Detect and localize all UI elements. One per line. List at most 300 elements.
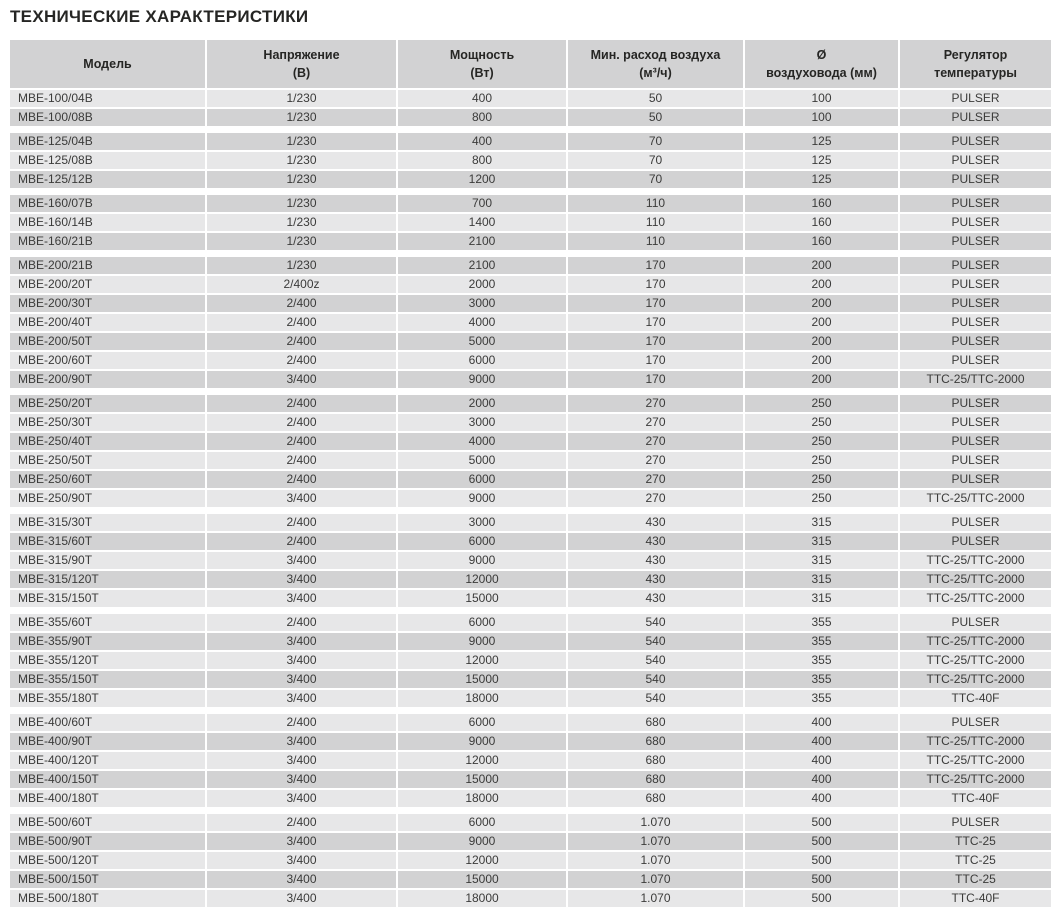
airflow-cell: 170 bbox=[568, 352, 743, 369]
airflow-cell: 50 bbox=[568, 109, 743, 126]
model-cell: MBE-200/20T bbox=[10, 276, 205, 293]
voltage-cell: 2/400 bbox=[207, 471, 396, 488]
table-row bbox=[10, 395, 1051, 412]
power-cell: 2000 bbox=[398, 395, 566, 412]
diameter-cell: 200 bbox=[745, 314, 898, 331]
model-cell: MBE-200/60T bbox=[10, 352, 205, 369]
regulator-cell: TTC-25/TTC-2000 bbox=[900, 552, 1051, 569]
table-row bbox=[10, 109, 1051, 126]
voltage-cell: 3/400 bbox=[207, 671, 396, 688]
power-cell: 6000 bbox=[398, 814, 566, 831]
table-row bbox=[10, 414, 1051, 431]
power-cell: 6000 bbox=[398, 614, 566, 631]
voltage-cell: 2/400 bbox=[207, 395, 396, 412]
voltage-cell: 1/230 bbox=[207, 257, 396, 274]
regulator-cell: PULSER bbox=[900, 90, 1051, 107]
power-cell: 3000 bbox=[398, 514, 566, 531]
diameter-cell: 500 bbox=[745, 871, 898, 888]
model-cell: MBE-315/150T bbox=[10, 590, 205, 607]
airflow-cell: 70 bbox=[568, 152, 743, 169]
diameter-cell: 400 bbox=[745, 771, 898, 788]
airflow-cell: 430 bbox=[568, 590, 743, 607]
table-row bbox=[10, 614, 1051, 631]
voltage-cell: 1/230 bbox=[207, 233, 396, 250]
column-header-line1: Регулятор bbox=[943, 48, 1008, 62]
diameter-cell: 200 bbox=[745, 257, 898, 274]
voltage-cell: 2/400 bbox=[207, 514, 396, 531]
diameter-cell: 250 bbox=[745, 471, 898, 488]
diameter-cell: 250 bbox=[745, 414, 898, 431]
voltage-cell: 1/230 bbox=[207, 152, 396, 169]
table-row bbox=[10, 90, 1051, 107]
regulator-cell: PULSER bbox=[900, 395, 1051, 412]
voltage-cell: 3/400 bbox=[207, 733, 396, 750]
voltage-cell: 3/400 bbox=[207, 833, 396, 850]
airflow-cell: 110 bbox=[568, 214, 743, 231]
airflow-cell: 170 bbox=[568, 257, 743, 274]
power-cell: 400 bbox=[398, 90, 566, 107]
table-row bbox=[10, 295, 1051, 312]
diameter-cell: 125 bbox=[745, 133, 898, 150]
voltage-cell: 2/400 bbox=[207, 452, 396, 469]
voltage-cell: 2/400 bbox=[207, 314, 396, 331]
airflow-cell: 680 bbox=[568, 771, 743, 788]
column-header-airflow bbox=[568, 40, 743, 88]
regulator-cell: TTC-25/TTC-2000 bbox=[900, 771, 1051, 788]
voltage-cell: 3/400 bbox=[207, 571, 396, 588]
table-row bbox=[10, 352, 1051, 369]
regulator-cell: PULSER bbox=[900, 295, 1051, 312]
regulator-cell: TTC-25 bbox=[900, 833, 1051, 850]
model-cell: MBE-160/21B bbox=[10, 233, 205, 250]
model-cell: MBE-400/180T bbox=[10, 790, 205, 807]
voltage-cell: 2/400 bbox=[207, 333, 396, 350]
model-cell: MBE-500/180T bbox=[10, 890, 205, 907]
voltage-cell: 3/400 bbox=[207, 633, 396, 650]
model-cell: MBE-125/08B bbox=[10, 152, 205, 169]
diameter-cell: 400 bbox=[745, 752, 898, 769]
table-row bbox=[10, 333, 1051, 350]
airflow-cell: 170 bbox=[568, 333, 743, 350]
diameter-cell: 200 bbox=[745, 276, 898, 293]
power-cell: 6000 bbox=[398, 352, 566, 369]
power-cell: 15000 bbox=[398, 871, 566, 888]
diameter-cell: 500 bbox=[745, 814, 898, 831]
diameter-cell: 200 bbox=[745, 295, 898, 312]
regulator-cell: TTC-25/TTC-2000 bbox=[900, 671, 1051, 688]
table-row bbox=[10, 833, 1051, 850]
diameter-cell: 315 bbox=[745, 533, 898, 550]
airflow-cell: 270 bbox=[568, 414, 743, 431]
column-header-line1: Модель bbox=[83, 57, 132, 71]
airflow-cell: 680 bbox=[568, 752, 743, 769]
power-cell: 9000 bbox=[398, 733, 566, 750]
regulator-cell: PULSER bbox=[900, 257, 1051, 274]
table-row bbox=[10, 452, 1051, 469]
power-cell: 4000 bbox=[398, 433, 566, 450]
model-cell: MBE-250/40T bbox=[10, 433, 205, 450]
model-cell: MBE-355/180T bbox=[10, 690, 205, 707]
voltage-cell: 1/230 bbox=[207, 133, 396, 150]
model-cell: MBE-315/60T bbox=[10, 533, 205, 550]
regulator-cell: PULSER bbox=[900, 614, 1051, 631]
power-cell: 2100 bbox=[398, 257, 566, 274]
table-row bbox=[10, 514, 1051, 531]
diameter-cell: 500 bbox=[745, 833, 898, 850]
airflow-cell: 1.070 bbox=[568, 871, 743, 888]
voltage-cell: 2/400 bbox=[207, 433, 396, 450]
model-cell: MBE-200/21B bbox=[10, 257, 205, 274]
airflow-cell: 1.070 bbox=[568, 890, 743, 907]
table-row bbox=[10, 195, 1051, 212]
table-row bbox=[10, 633, 1051, 650]
voltage-cell: 2/400z bbox=[207, 276, 396, 293]
diameter-cell: 250 bbox=[745, 433, 898, 450]
voltage-cell: 1/230 bbox=[207, 109, 396, 126]
airflow-cell: 170 bbox=[568, 314, 743, 331]
airflow-cell: 430 bbox=[568, 514, 743, 531]
airflow-cell: 70 bbox=[568, 171, 743, 188]
airflow-cell: 1.070 bbox=[568, 814, 743, 831]
voltage-cell: 2/400 bbox=[207, 814, 396, 831]
airflow-cell: 540 bbox=[568, 633, 743, 650]
table-row bbox=[10, 671, 1051, 688]
column-header-diameter bbox=[745, 40, 898, 88]
airflow-cell: 680 bbox=[568, 733, 743, 750]
voltage-cell: 3/400 bbox=[207, 771, 396, 788]
table-row bbox=[10, 214, 1051, 231]
power-cell: 6000 bbox=[398, 533, 566, 550]
table-row bbox=[10, 652, 1051, 669]
power-cell: 800 bbox=[398, 109, 566, 126]
airflow-cell: 430 bbox=[568, 571, 743, 588]
column-header-line2: (Вт) bbox=[470, 66, 494, 80]
voltage-cell: 3/400 bbox=[207, 652, 396, 669]
model-cell: MBE-125/04B bbox=[10, 133, 205, 150]
model-cell: MBE-315/30T bbox=[10, 514, 205, 531]
power-cell: 9000 bbox=[398, 833, 566, 850]
regulator-cell: PULSER bbox=[900, 333, 1051, 350]
table-row bbox=[10, 771, 1051, 788]
voltage-cell: 2/400 bbox=[207, 714, 396, 731]
voltage-cell: 3/400 bbox=[207, 490, 396, 507]
model-cell: MBE-250/20T bbox=[10, 395, 205, 412]
regulator-cell: TTC-40F bbox=[900, 790, 1051, 807]
regulator-cell: TTC-25/TTC-2000 bbox=[900, 490, 1051, 507]
table-row bbox=[10, 814, 1051, 831]
voltage-cell: 2/400 bbox=[207, 533, 396, 550]
airflow-cell: 270 bbox=[568, 433, 743, 450]
airflow-cell: 430 bbox=[568, 533, 743, 550]
power-cell: 4000 bbox=[398, 314, 566, 331]
model-cell: MBE-100/04B bbox=[10, 90, 205, 107]
column-header-line1: Мин. расход воздуха bbox=[590, 48, 721, 62]
power-cell: 12000 bbox=[398, 652, 566, 669]
diameter-cell: 315 bbox=[745, 514, 898, 531]
voltage-cell: 2/400 bbox=[207, 614, 396, 631]
column-header-line1: Мощность bbox=[449, 48, 515, 62]
airflow-cell: 170 bbox=[568, 276, 743, 293]
table-row bbox=[10, 852, 1051, 869]
table-row bbox=[10, 552, 1051, 569]
model-cell: MBE-355/90T bbox=[10, 633, 205, 650]
table-row bbox=[10, 790, 1051, 807]
power-cell: 3000 bbox=[398, 295, 566, 312]
power-cell: 9000 bbox=[398, 552, 566, 569]
diameter-cell: 160 bbox=[745, 233, 898, 250]
diameter-cell: 200 bbox=[745, 371, 898, 388]
power-cell: 15000 bbox=[398, 671, 566, 688]
model-cell: MBE-200/40T bbox=[10, 314, 205, 331]
diameter-cell: 125 bbox=[745, 152, 898, 169]
model-cell: MBE-500/150T bbox=[10, 871, 205, 888]
table-row bbox=[10, 433, 1051, 450]
power-cell: 6000 bbox=[398, 471, 566, 488]
airflow-cell: 1.070 bbox=[568, 833, 743, 850]
diameter-cell: 160 bbox=[745, 195, 898, 212]
regulator-cell: PULSER bbox=[900, 714, 1051, 731]
table-row bbox=[10, 733, 1051, 750]
model-cell: MBE-400/120T bbox=[10, 752, 205, 769]
airflow-cell: 680 bbox=[568, 790, 743, 807]
model-cell: MBE-355/150T bbox=[10, 671, 205, 688]
power-cell: 18000 bbox=[398, 790, 566, 807]
voltage-cell: 3/400 bbox=[207, 752, 396, 769]
airflow-cell: 680 bbox=[568, 714, 743, 731]
diameter-cell: 315 bbox=[745, 552, 898, 569]
table-row bbox=[10, 871, 1051, 888]
voltage-cell: 3/400 bbox=[207, 890, 396, 907]
table-row bbox=[10, 571, 1051, 588]
regulator-cell: TTC-25/TTC-2000 bbox=[900, 752, 1051, 769]
column-header-line2: воздуховода (мм) bbox=[766, 66, 877, 80]
diameter-cell: 250 bbox=[745, 490, 898, 507]
power-cell: 6000 bbox=[398, 714, 566, 731]
power-cell: 1400 bbox=[398, 214, 566, 231]
voltage-cell: 1/230 bbox=[207, 195, 396, 212]
diameter-cell: 100 bbox=[745, 90, 898, 107]
airflow-cell: 430 bbox=[568, 552, 743, 569]
model-cell: MBE-400/90T bbox=[10, 733, 205, 750]
regulator-cell: PULSER bbox=[900, 152, 1051, 169]
power-cell: 12000 bbox=[398, 752, 566, 769]
model-cell: MBE-160/14B bbox=[10, 214, 205, 231]
model-cell: MBE-200/90T bbox=[10, 371, 205, 388]
regulator-cell: TTC-25/TTC-2000 bbox=[900, 571, 1051, 588]
specs-table bbox=[10, 40, 1051, 907]
table-row bbox=[10, 590, 1051, 607]
diameter-cell: 100 bbox=[745, 109, 898, 126]
regulator-cell: TTC-40F bbox=[900, 690, 1051, 707]
airflow-cell: 70 bbox=[568, 133, 743, 150]
model-cell: MBE-500/90T bbox=[10, 833, 205, 850]
diameter-cell: 500 bbox=[745, 852, 898, 869]
diameter-cell: 315 bbox=[745, 571, 898, 588]
regulator-cell: PULSER bbox=[900, 171, 1051, 188]
regulator-cell: PULSER bbox=[900, 452, 1051, 469]
voltage-cell: 1/230 bbox=[207, 214, 396, 231]
voltage-cell: 1/230 bbox=[207, 90, 396, 107]
airflow-cell: 540 bbox=[568, 671, 743, 688]
model-cell: MBE-125/12B bbox=[10, 171, 205, 188]
table-row bbox=[10, 533, 1051, 550]
airflow-cell: 110 bbox=[568, 233, 743, 250]
diameter-cell: 250 bbox=[745, 395, 898, 412]
regulator-cell: PULSER bbox=[900, 109, 1051, 126]
column-header-line2: температуры bbox=[934, 66, 1017, 80]
model-cell: MBE-200/30T bbox=[10, 295, 205, 312]
voltage-cell: 3/400 bbox=[207, 590, 396, 607]
diameter-cell: 400 bbox=[745, 714, 898, 731]
voltage-cell: 3/400 bbox=[207, 852, 396, 869]
voltage-cell: 3/400 bbox=[207, 371, 396, 388]
page-title: ТЕХНИЧЕСКИЕ ХАРАКТЕРИСТИКИ bbox=[10, 7, 309, 26]
power-cell: 12000 bbox=[398, 571, 566, 588]
regulator-cell: PULSER bbox=[900, 433, 1051, 450]
regulator-cell: TTC-25 bbox=[900, 852, 1051, 869]
power-cell: 5000 bbox=[398, 333, 566, 350]
model-cell: MBE-400/150T bbox=[10, 771, 205, 788]
regulator-cell: PULSER bbox=[900, 352, 1051, 369]
power-cell: 800 bbox=[398, 152, 566, 169]
regulator-cell: PULSER bbox=[900, 471, 1051, 488]
table-row bbox=[10, 890, 1051, 907]
diameter-cell: 355 bbox=[745, 652, 898, 669]
airflow-cell: 540 bbox=[568, 690, 743, 707]
diameter-cell: 315 bbox=[745, 590, 898, 607]
diameter-cell: 400 bbox=[745, 790, 898, 807]
diameter-cell: 355 bbox=[745, 671, 898, 688]
power-cell: 700 bbox=[398, 195, 566, 212]
diameter-cell: 250 bbox=[745, 452, 898, 469]
table-body bbox=[10, 90, 1051, 907]
table-row bbox=[10, 490, 1051, 507]
regulator-cell: PULSER bbox=[900, 514, 1051, 531]
table-row bbox=[10, 152, 1051, 169]
voltage-cell: 1/230 bbox=[207, 171, 396, 188]
power-cell: 400 bbox=[398, 133, 566, 150]
voltage-cell: 3/400 bbox=[207, 552, 396, 569]
power-cell: 9000 bbox=[398, 371, 566, 388]
power-cell: 3000 bbox=[398, 414, 566, 431]
airflow-cell: 270 bbox=[568, 490, 743, 507]
table-header bbox=[10, 40, 1051, 88]
diameter-cell: 400 bbox=[745, 733, 898, 750]
regulator-cell: TTC-25 bbox=[900, 871, 1051, 888]
diameter-cell: 355 bbox=[745, 614, 898, 631]
voltage-cell: 2/400 bbox=[207, 414, 396, 431]
diameter-cell: 125 bbox=[745, 171, 898, 188]
power-cell: 9000 bbox=[398, 633, 566, 650]
regulator-cell: PULSER bbox=[900, 233, 1051, 250]
voltage-cell: 3/400 bbox=[207, 690, 396, 707]
power-cell: 15000 bbox=[398, 590, 566, 607]
column-header-line2: (м³/ч) bbox=[639, 66, 672, 80]
model-cell: MBE-355/60T bbox=[10, 614, 205, 631]
model-cell: MBE-315/120T bbox=[10, 571, 205, 588]
regulator-cell: TTC-25/TTC-2000 bbox=[900, 652, 1051, 669]
airflow-cell: 270 bbox=[568, 452, 743, 469]
voltage-cell: 2/400 bbox=[207, 295, 396, 312]
model-cell: MBE-315/90T bbox=[10, 552, 205, 569]
regulator-cell: TTC-40F bbox=[900, 890, 1051, 907]
power-cell: 12000 bbox=[398, 852, 566, 869]
table-row bbox=[10, 714, 1051, 731]
power-cell: 15000 bbox=[398, 771, 566, 788]
airflow-cell: 540 bbox=[568, 652, 743, 669]
regulator-cell: PULSER bbox=[900, 214, 1051, 231]
airflow-cell: 1.070 bbox=[568, 852, 743, 869]
power-cell: 9000 bbox=[398, 490, 566, 507]
column-header-line1: Напряжение bbox=[263, 48, 340, 62]
diameter-cell: 160 bbox=[745, 214, 898, 231]
table-row bbox=[10, 133, 1051, 150]
model-cell: MBE-500/120T bbox=[10, 852, 205, 869]
model-cell: MBE-250/90T bbox=[10, 490, 205, 507]
airflow-cell: 270 bbox=[568, 471, 743, 488]
column-header-line1: Ø bbox=[816, 48, 827, 62]
regulator-cell: PULSER bbox=[900, 814, 1051, 831]
regulator-cell: TTC-25/TTC-2000 bbox=[900, 590, 1051, 607]
regulator-cell: TTC-25/TTC-2000 bbox=[900, 633, 1051, 650]
regulator-cell: PULSER bbox=[900, 414, 1051, 431]
regulator-cell: TTC-25/TTC-2000 bbox=[900, 733, 1051, 750]
table-row bbox=[10, 233, 1051, 250]
table-row bbox=[10, 471, 1051, 488]
column-header-model bbox=[10, 40, 205, 88]
table-row bbox=[10, 752, 1051, 769]
voltage-cell: 3/400 bbox=[207, 871, 396, 888]
table-row bbox=[10, 314, 1051, 331]
power-cell: 1200 bbox=[398, 171, 566, 188]
airflow-cell: 170 bbox=[568, 295, 743, 312]
regulator-cell: PULSER bbox=[900, 195, 1051, 212]
diameter-cell: 500 bbox=[745, 890, 898, 907]
power-cell: 5000 bbox=[398, 452, 566, 469]
model-cell: MBE-500/60T bbox=[10, 814, 205, 831]
table-row bbox=[10, 257, 1051, 274]
voltage-cell: 2/400 bbox=[207, 352, 396, 369]
regulator-cell: PULSER bbox=[900, 314, 1051, 331]
voltage-cell: 3/400 bbox=[207, 790, 396, 807]
diameter-cell: 355 bbox=[745, 690, 898, 707]
airflow-cell: 110 bbox=[568, 195, 743, 212]
airflow-cell: 540 bbox=[568, 614, 743, 631]
airflow-cell: 270 bbox=[568, 395, 743, 412]
table-row bbox=[10, 171, 1051, 188]
model-cell: MBE-400/60T bbox=[10, 714, 205, 731]
power-cell: 2100 bbox=[398, 233, 566, 250]
regulator-cell: PULSER bbox=[900, 276, 1051, 293]
diameter-cell: 200 bbox=[745, 333, 898, 350]
airflow-cell: 170 bbox=[568, 371, 743, 388]
model-cell: MBE-200/50T bbox=[10, 333, 205, 350]
regulator-cell: TTC-25/TTC-2000 bbox=[900, 371, 1051, 388]
column-header-power bbox=[398, 40, 566, 88]
model-cell: MBE-250/30T bbox=[10, 414, 205, 431]
model-cell: MBE-355/120T bbox=[10, 652, 205, 669]
regulator-cell: PULSER bbox=[900, 133, 1051, 150]
power-cell: 18000 bbox=[398, 690, 566, 707]
model-cell: MBE-100/08B bbox=[10, 109, 205, 126]
column-header-line2: (В) bbox=[292, 66, 311, 80]
column-header-voltage bbox=[207, 40, 396, 88]
power-cell: 18000 bbox=[398, 890, 566, 907]
airflow-cell: 50 bbox=[568, 90, 743, 107]
diameter-cell: 200 bbox=[745, 352, 898, 369]
model-cell: MBE-160/07B bbox=[10, 195, 205, 212]
model-cell: MBE-250/60T bbox=[10, 471, 205, 488]
